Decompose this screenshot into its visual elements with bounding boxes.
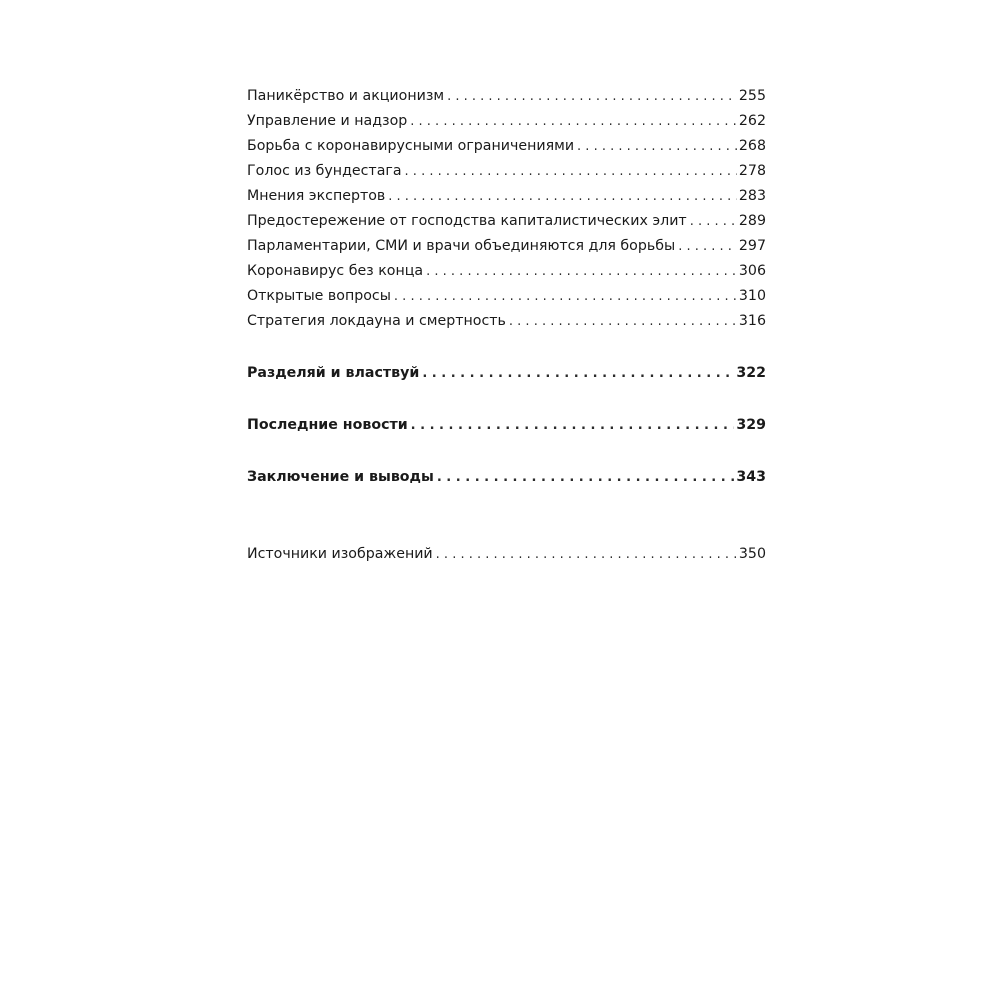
toc-entry[interactable] [247,209,766,234]
toc-entry[interactable] [247,134,766,159]
toc-entry[interactable] [247,184,766,209]
toc-entry-page: 255 [738,88,766,104]
toc-chapter-entry[interactable] [247,361,766,386]
toc-entry-page: 297 [738,238,766,254]
toc-entry-title: Парламентарии, СМИ и врачи объединяются для борьбы [247,238,676,254]
toc-entry-page: 278 [738,163,766,179]
dot-leader [690,209,737,234]
dot-leader [447,84,737,109]
toc-entry-title: Коронавирус без конца [247,263,424,279]
toc-chapter-page: 329 [736,417,766,433]
toc-chapter-entry[interactable] [247,413,766,438]
table-of-contents [247,84,766,567]
toc-chapter-title: Разделяй и властвуй [247,365,420,381]
toc-entry[interactable] [247,159,766,184]
dot-leader [405,159,737,184]
toc-entry-title: Мнения экспертов [247,188,386,204]
toc-entry[interactable] [247,84,766,109]
dot-leader [577,134,737,159]
toc-entry-page: 306 [738,263,766,279]
dot-leader [509,309,737,334]
dot-leader [422,361,734,386]
toc-entry[interactable] [247,234,766,259]
toc-entry-page: 268 [738,138,766,154]
toc-entry[interactable] [247,109,766,134]
dot-leader [437,465,735,490]
dot-leader [678,234,737,259]
toc-chapter-page: 322 [736,365,766,381]
dot-leader [411,413,735,438]
toc-chapter-title: Последние новости [247,417,408,433]
dot-leader [436,542,737,567]
toc-entry-page: 283 [738,188,766,204]
toc-appendix-page: 350 [738,546,766,562]
toc-entry-page: 289 [738,213,766,229]
toc-entry-title: Паникёрство и акционизм [247,88,445,104]
toc-entry-title: Голос из бундестага [247,163,402,179]
toc-chapter-entry[interactable] [247,465,766,490]
toc-entry-page: 310 [738,288,766,304]
dot-leader [410,109,737,134]
toc-entry-title: Борьба с коронавирусными ограничениями [247,138,575,154]
toc-appendix-title: Источники изображений [247,546,433,562]
toc-chapter-title: Заключение и выводы [247,469,434,485]
toc-entry-title: Управление и надзор [247,113,408,129]
toc-chapter-page: 343 [736,469,766,485]
toc-entry-title: Предостережение от господства капиталистических элит [247,213,687,229]
toc-entry-page: 262 [738,113,766,129]
toc-entry-title: Открытые вопросы [247,288,391,304]
toc-entry[interactable] [247,284,766,309]
toc-appendix-entry[interactable] [247,542,766,567]
toc-entry[interactable] [247,259,766,284]
dot-leader [394,284,737,309]
dot-leader [388,184,737,209]
dot-leader [426,259,737,284]
toc-entry-title: Стратегия локдауна и смертность [247,313,506,329]
toc-entry-page: 316 [738,313,766,329]
toc-entry[interactable] [247,309,766,334]
